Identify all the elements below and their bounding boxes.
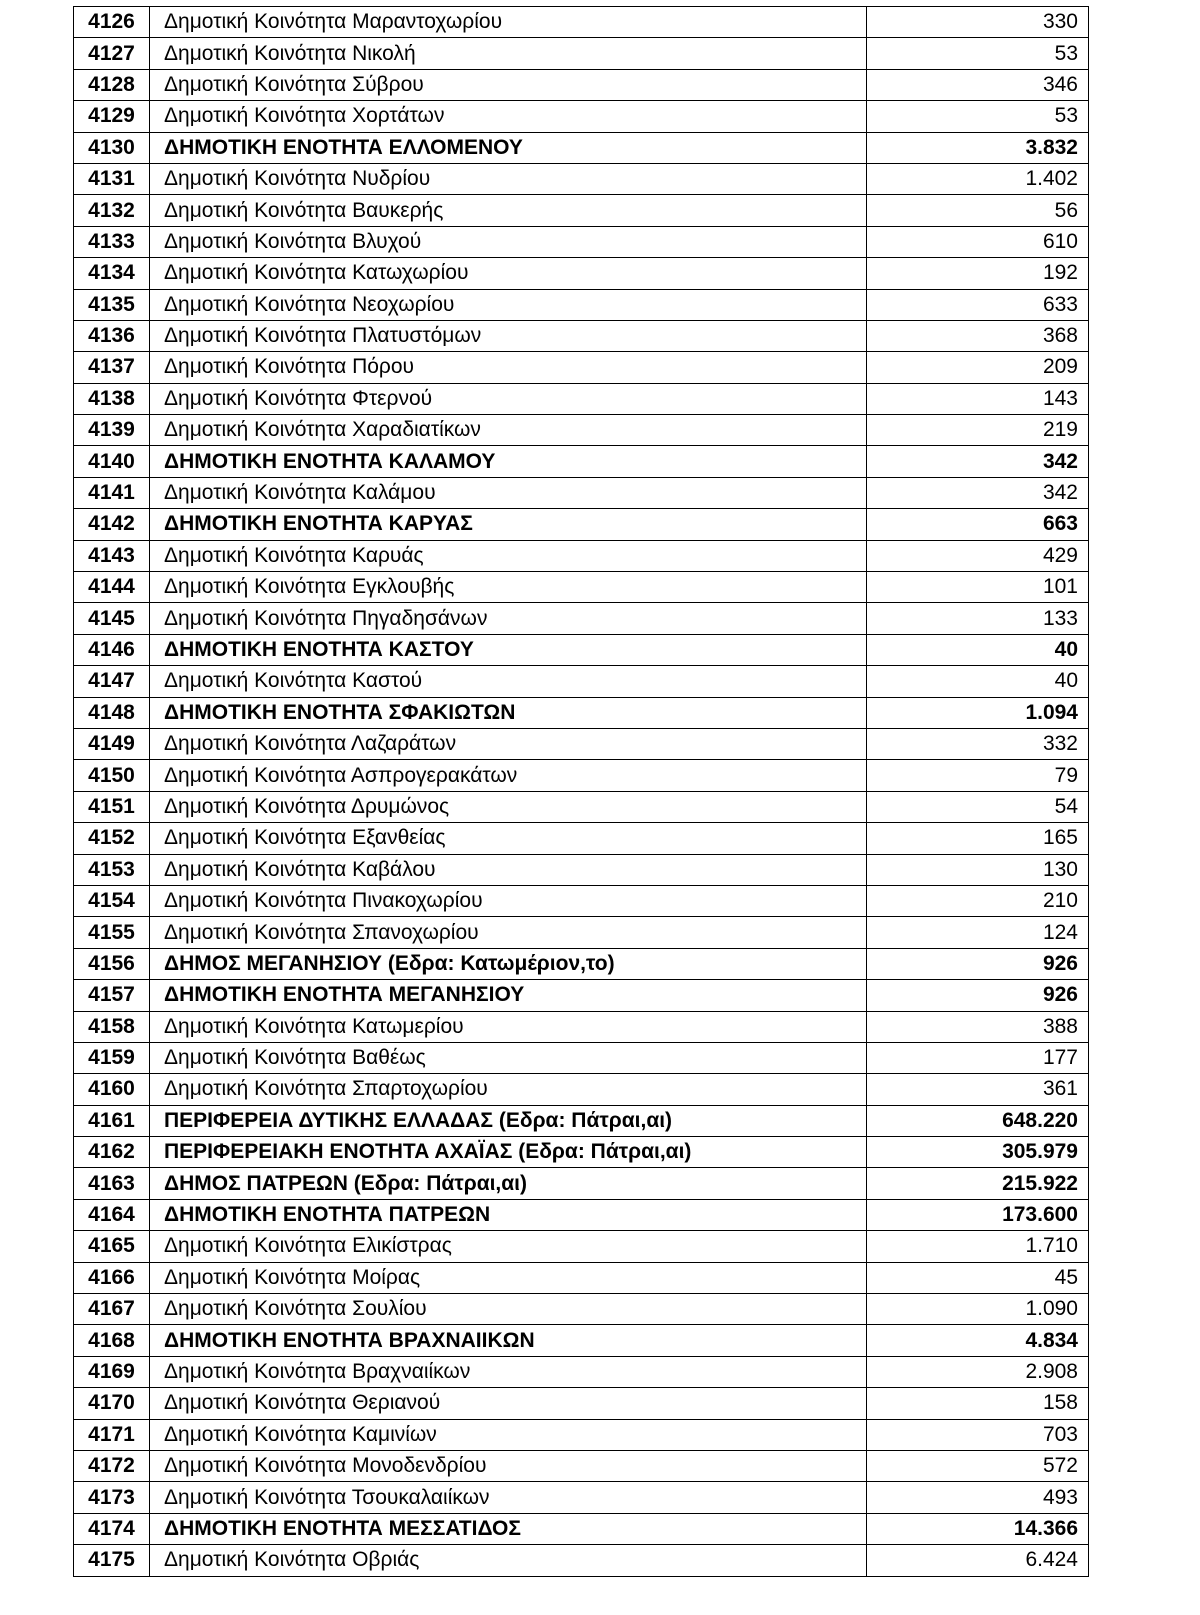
row-name-cell: Δημοτική Κοινότητα Μοίρας <box>150 1262 867 1293</box>
row-population-cell: 332 <box>867 728 1089 759</box>
row-name-cell: ΔΗΜΟΣ ΠΑΤΡΕΩΝ (Εδρα: Πάτραι,αι) <box>150 1168 867 1199</box>
table-row <box>74 697 1089 728</box>
row-name-cell: Δημοτική Κοινότητα Νεοχωρίου <box>150 289 867 320</box>
table-row <box>74 760 1089 791</box>
table-body <box>74 7 1089 1577</box>
row-name-cell: Δημοτική Κοινότητα Βλυχού <box>150 226 867 257</box>
row-name-cell: Δημοτική Κοινότητα Φτερνού <box>150 383 867 414</box>
table-row <box>74 446 1089 477</box>
row-code-cell: 4141 <box>74 477 150 508</box>
row-name-cell: Δημοτική Κοινότητα Πλατυστόμων <box>150 320 867 351</box>
row-code-cell: 4163 <box>74 1168 150 1199</box>
table-row <box>74 320 1089 351</box>
row-name-cell: ΔΗΜΟΤΙΚΗ ΕΝΟΤΗΤΑ ΚΑΡΥΑΣ <box>150 509 867 540</box>
row-code-cell: 4143 <box>74 540 150 571</box>
row-name-cell: Δημοτική Κοινότητα Σουλίου <box>150 1294 867 1325</box>
row-population-cell: 56 <box>867 195 1089 226</box>
row-population-cell: 3.832 <box>867 132 1089 163</box>
row-name-cell: Δημοτική Κοινότητα Κατωμερίου <box>150 1011 867 1042</box>
row-population-cell: 45 <box>867 1262 1089 1293</box>
row-name-cell: Δημοτική Κοινότητα Εγκλουβής <box>150 572 867 603</box>
row-population-cell: 173.600 <box>867 1199 1089 1230</box>
row-population-cell: 165 <box>867 823 1089 854</box>
row-population-cell: 663 <box>867 509 1089 540</box>
table-row <box>74 728 1089 759</box>
row-name-cell: ΔΗΜΟΤΙΚΗ ΕΝΟΤΗΤΑ ΚΑΛΑΜΟΥ <box>150 446 867 477</box>
table-row <box>74 917 1089 948</box>
table-row <box>74 791 1089 822</box>
row-population-cell: 177 <box>867 1042 1089 1073</box>
row-population-cell: 429 <box>867 540 1089 571</box>
row-code-cell: 4173 <box>74 1482 150 1513</box>
row-code-cell: 4136 <box>74 320 150 351</box>
table-row <box>74 1168 1089 1199</box>
row-name-cell: Δημοτική Κοινότητα Βραχναιίκων <box>150 1356 867 1387</box>
row-code-cell: 4154 <box>74 885 150 916</box>
row-name-cell: Δημοτική Κοινότητα Πινακοχωρίου <box>150 885 867 916</box>
table-row <box>74 666 1089 697</box>
row-code-cell: 4145 <box>74 603 150 634</box>
table-row <box>74 163 1089 194</box>
row-name-cell: Δημοτική Κοινότητα Δρυμώνος <box>150 791 867 822</box>
table-row <box>74 1388 1089 1419</box>
row-population-cell: 2.908 <box>867 1356 1089 1387</box>
row-population-cell: 124 <box>867 917 1089 948</box>
row-code-cell: 4129 <box>74 101 150 132</box>
row-name-cell: Δημοτική Κοινότητα Ελικίστρας <box>150 1231 867 1262</box>
row-code-cell: 4139 <box>74 415 150 446</box>
row-code-cell: 4155 <box>74 917 150 948</box>
row-population-cell: 346 <box>867 69 1089 100</box>
row-population-cell: 40 <box>867 634 1089 665</box>
row-name-cell: Δημοτική Κοινότητα Καλάμου <box>150 477 867 508</box>
row-population-cell: 53 <box>867 38 1089 69</box>
table-row <box>74 854 1089 885</box>
row-name-cell: Δημοτική Κοινότητα Χορτάτων <box>150 101 867 132</box>
row-code-cell: 4162 <box>74 1137 150 1168</box>
table-row <box>74 352 1089 383</box>
row-population-cell: 388 <box>867 1011 1089 1042</box>
row-population-cell: 926 <box>867 980 1089 1011</box>
row-population-cell: 40 <box>867 666 1089 697</box>
row-name-cell: Δημοτική Κοινότητα Τσουκαλαιίκων <box>150 1482 867 1513</box>
table-row <box>74 1137 1089 1168</box>
row-population-cell: 14.366 <box>867 1513 1089 1544</box>
row-population-cell: 493 <box>867 1482 1089 1513</box>
table-row <box>74 1325 1089 1356</box>
table-row <box>74 383 1089 414</box>
table-row <box>74 1105 1089 1136</box>
row-name-cell: Δημοτική Κοινότητα Νυδρίου <box>150 163 867 194</box>
row-code-cell: 4144 <box>74 572 150 603</box>
row-population-cell: 4.834 <box>867 1325 1089 1356</box>
row-name-cell: ΔΗΜΟΤΙΚΗ ΕΝΟΤΗΤΑ ΚΑΣΤΟΥ <box>150 634 867 665</box>
row-population-cell: 926 <box>867 948 1089 979</box>
table-row <box>74 38 1089 69</box>
row-code-cell: 4152 <box>74 823 150 854</box>
row-name-cell: ΠΕΡΙΦΕΡΕΙΑΚΗ ΕΝΟΤΗΤΑ ΑΧΑΪΑΣ (Εδρα: Πάτραι,αι) <box>150 1137 867 1168</box>
row-population-cell: 133 <box>867 603 1089 634</box>
row-code-cell: 4134 <box>74 258 150 289</box>
row-population-cell: 368 <box>867 320 1089 351</box>
table-row <box>74 1042 1089 1073</box>
row-population-cell: 192 <box>867 258 1089 289</box>
row-code-cell: 4138 <box>74 383 150 414</box>
row-code-cell: 4169 <box>74 1356 150 1387</box>
row-name-cell: Δημοτική Κοινότητα Καβάλου <box>150 854 867 885</box>
row-code-cell: 4140 <box>74 446 150 477</box>
table-row <box>74 1450 1089 1481</box>
row-code-cell: 4160 <box>74 1074 150 1105</box>
row-code-cell: 4170 <box>74 1388 150 1419</box>
row-population-cell: 143 <box>867 383 1089 414</box>
row-name-cell: Δημοτική Κοινότητα Πόρου <box>150 352 867 383</box>
row-name-cell: ΠΕΡΙΦΕΡΕΙΑ ΔΥΤΙΚΗΣ ΕΛΛΑΔΑΣ (Εδρα: Πάτραι,αι) <box>150 1105 867 1136</box>
table-row <box>74 1231 1089 1262</box>
row-population-cell: 703 <box>867 1419 1089 1450</box>
row-code-cell: 4166 <box>74 1262 150 1293</box>
row-name-cell: ΔΗΜΟΤΙΚΗ ΕΝΟΤΗΤΑ ΜΕΣΣΑΤΙΔΟΣ <box>150 1513 867 1544</box>
row-code-cell: 4172 <box>74 1450 150 1481</box>
table-row <box>74 101 1089 132</box>
row-population-cell: 610 <box>867 226 1089 257</box>
table-row <box>74 885 1089 916</box>
row-name-cell: Δημοτική Κοινότητα Βαυκερής <box>150 195 867 226</box>
row-name-cell: Δημοτική Κοινότητα Πηγαδησάνων <box>150 603 867 634</box>
row-code-cell: 4157 <box>74 980 150 1011</box>
table-row <box>74 948 1089 979</box>
row-code-cell: 4130 <box>74 132 150 163</box>
table-row <box>74 7 1089 38</box>
row-population-cell: 158 <box>867 1388 1089 1419</box>
row-code-cell: 4148 <box>74 697 150 728</box>
row-population-cell: 1.402 <box>867 163 1089 194</box>
table-row <box>74 415 1089 446</box>
row-code-cell: 4132 <box>74 195 150 226</box>
row-name-cell: ΔΗΜΟΤΙΚΗ ΕΝΟΤΗΤΑ ΠΑΤΡΕΩΝ <box>150 1199 867 1230</box>
table-row <box>74 289 1089 320</box>
row-population-cell: 1.090 <box>867 1294 1089 1325</box>
row-population-cell: 210 <box>867 885 1089 916</box>
row-population-cell: 130 <box>867 854 1089 885</box>
row-name-cell: Δημοτική Κοινότητα Σπανοχωρίου <box>150 917 867 948</box>
row-name-cell: Δημοτική Κοινότητα Θεριανού <box>150 1388 867 1419</box>
row-code-cell: 4146 <box>74 634 150 665</box>
table-row <box>74 1294 1089 1325</box>
table-row <box>74 1482 1089 1513</box>
table-row <box>74 1356 1089 1387</box>
row-code-cell: 4133 <box>74 226 150 257</box>
table-row <box>74 980 1089 1011</box>
row-population-cell: 215.922 <box>867 1168 1089 1199</box>
row-name-cell: Δημοτική Κοινότητα Νικολή <box>150 38 867 69</box>
row-code-cell: 4153 <box>74 854 150 885</box>
row-code-cell: 4150 <box>74 760 150 791</box>
table-row <box>74 226 1089 257</box>
table-row <box>74 1419 1089 1450</box>
row-code-cell: 4137 <box>74 352 150 383</box>
row-code-cell: 4174 <box>74 1513 150 1544</box>
row-code-cell: 4167 <box>74 1294 150 1325</box>
row-code-cell: 4142 <box>74 509 150 540</box>
table-row <box>74 1262 1089 1293</box>
row-population-cell: 342 <box>867 477 1089 508</box>
row-name-cell: ΔΗΜΟΤΙΚΗ ΕΝΟΤΗΤΑ ΣΦΑΚΙΩΤΩΝ <box>150 697 867 728</box>
row-name-cell: Δημοτική Κοινότητα Οβριάς <box>150 1545 867 1576</box>
row-population-cell: 1.710 <box>867 1231 1089 1262</box>
table-row <box>74 195 1089 226</box>
row-name-cell: Δημοτική Κοινότητα Καμινίων <box>150 1419 867 1450</box>
row-name-cell: Δημοτική Κοινότητα Λαζαράτων <box>150 728 867 759</box>
row-code-cell: 4175 <box>74 1545 150 1576</box>
row-code-cell: 4165 <box>74 1231 150 1262</box>
row-code-cell: 4147 <box>74 666 150 697</box>
table-row <box>74 603 1089 634</box>
table-row <box>74 1513 1089 1544</box>
table-row <box>74 572 1089 603</box>
table-row <box>74 509 1089 540</box>
row-code-cell: 4158 <box>74 1011 150 1042</box>
row-population-cell: 101 <box>867 572 1089 603</box>
row-population-cell: 53 <box>867 101 1089 132</box>
row-population-cell: 633 <box>867 289 1089 320</box>
row-population-cell: 79 <box>867 760 1089 791</box>
row-name-cell: Δημοτική Κοινότητα Καρυάς <box>150 540 867 571</box>
row-population-cell: 330 <box>867 7 1089 38</box>
table-row <box>74 477 1089 508</box>
table-row <box>74 1199 1089 1230</box>
row-code-cell: 4171 <box>74 1419 150 1450</box>
row-code-cell: 4131 <box>74 163 150 194</box>
row-code-cell: 4159 <box>74 1042 150 1073</box>
row-name-cell: Δημοτική Κοινότητα Σπαρτοχωρίου <box>150 1074 867 1105</box>
row-name-cell: ΔΗΜΟΤΙΚΗ ΕΝΟΤΗΤΑ ΒΡΑΧΝΑΙΙΚΩΝ <box>150 1325 867 1356</box>
row-population-cell: 1.094 <box>867 697 1089 728</box>
row-name-cell: Δημοτική Κοινότητα Σύβρου <box>150 69 867 100</box>
row-name-cell: Δημοτική Κοινότητα Μονοδενδρίου <box>150 1450 867 1481</box>
row-code-cell: 4156 <box>74 948 150 979</box>
row-code-cell: 4151 <box>74 791 150 822</box>
row-code-cell: 4128 <box>74 69 150 100</box>
table-row <box>74 1074 1089 1105</box>
row-name-cell: Δημοτική Κοινότητα Χαραδιατίκων <box>150 415 867 446</box>
row-name-cell: Δημοτική Κοινότητα Βαθέως <box>150 1042 867 1073</box>
row-population-cell: 361 <box>867 1074 1089 1105</box>
table-row <box>74 823 1089 854</box>
row-name-cell: Δημοτική Κοινότητα Κατωχωρίου <box>150 258 867 289</box>
row-population-cell: 572 <box>867 1450 1089 1481</box>
row-name-cell: ΔΗΜΟΤΙΚΗ ΕΝΟΤΗΤΑ ΕΛΛΟΜΕΝΟΥ <box>150 132 867 163</box>
row-population-cell: 305.979 <box>867 1137 1089 1168</box>
table-row <box>74 69 1089 100</box>
table-row <box>74 1545 1089 1576</box>
population-table <box>73 6 1089 1577</box>
table-row <box>74 132 1089 163</box>
document-page <box>73 6 1088 1577</box>
row-name-cell: Δημοτική Κοινότητα Ασπρογερακάτων <box>150 760 867 791</box>
row-population-cell: 342 <box>867 446 1089 477</box>
row-code-cell: 4168 <box>74 1325 150 1356</box>
row-code-cell: 4161 <box>74 1105 150 1136</box>
table-row <box>74 634 1089 665</box>
row-code-cell: 4164 <box>74 1199 150 1230</box>
row-code-cell: 4126 <box>74 7 150 38</box>
table-row <box>74 1011 1089 1042</box>
row-name-cell: ΔΗΜΟΣ ΜΕΓΑΝΗΣΙΟΥ (Εδρα: Κατωμέριον,το) <box>150 948 867 979</box>
row-name-cell: Δημοτική Κοινότητα Μαραντοχωρίου <box>150 7 867 38</box>
row-population-cell: 648.220 <box>867 1105 1089 1136</box>
row-name-cell: Δημοτική Κοινότητα Εξανθείας <box>150 823 867 854</box>
row-name-cell: ΔΗΜΟΤΙΚΗ ΕΝΟΤΗΤΑ ΜΕΓΑΝΗΣΙΟΥ <box>150 980 867 1011</box>
row-code-cell: 4127 <box>74 38 150 69</box>
row-code-cell: 4149 <box>74 728 150 759</box>
table-row <box>74 540 1089 571</box>
row-population-cell: 54 <box>867 791 1089 822</box>
row-code-cell: 4135 <box>74 289 150 320</box>
table-row <box>74 258 1089 289</box>
row-population-cell: 6.424 <box>867 1545 1089 1576</box>
row-population-cell: 209 <box>867 352 1089 383</box>
row-name-cell: Δημοτική Κοινότητα Καστού <box>150 666 867 697</box>
row-population-cell: 219 <box>867 415 1089 446</box>
